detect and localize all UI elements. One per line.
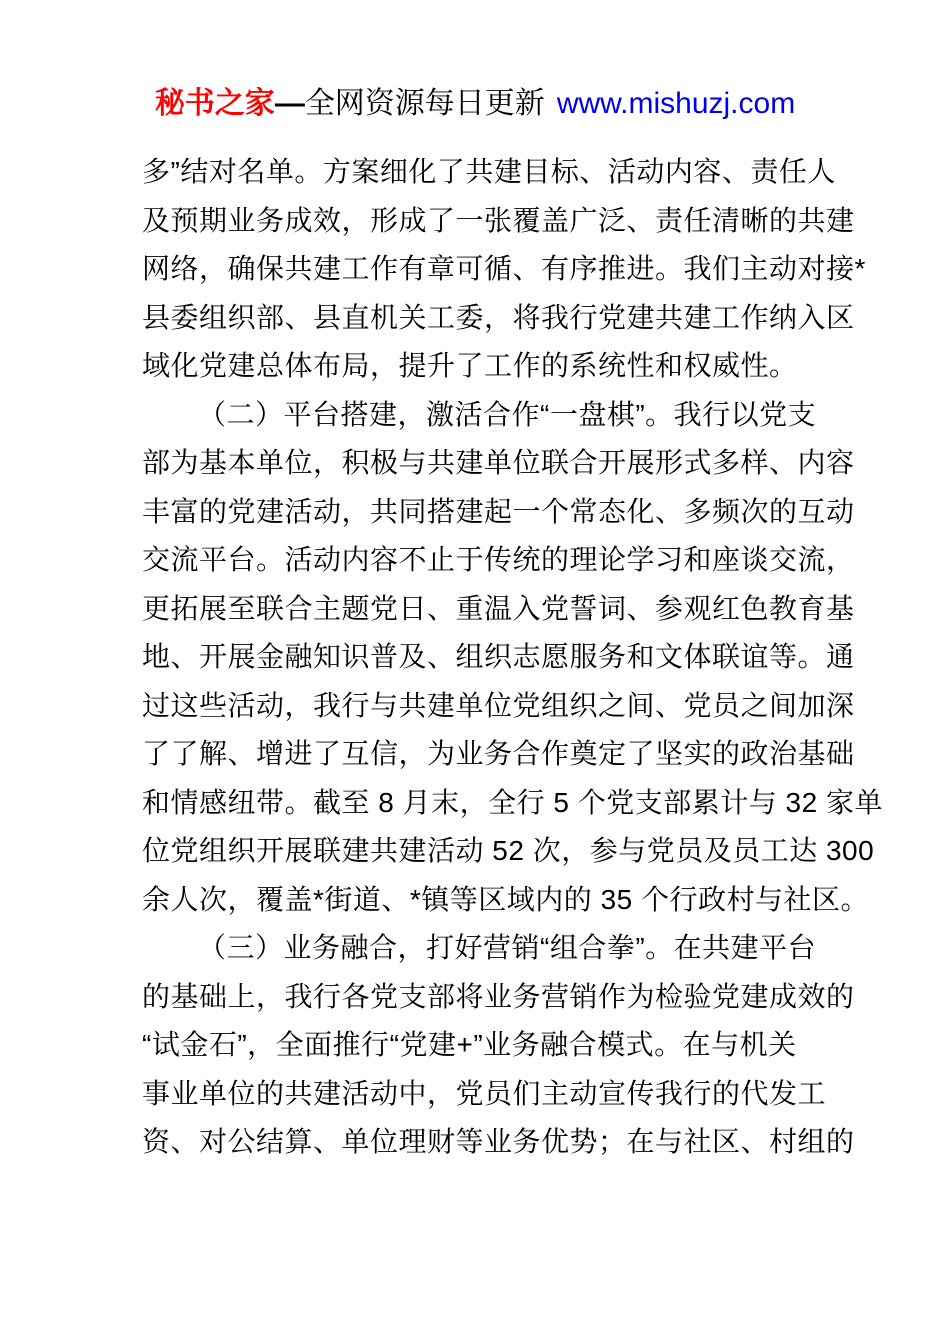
text-line: 交流平台。活动内容不止于传统的理论学习和座谈交流，	[142, 544, 855, 575]
text-line: 部为基本单位，积极与共建单位联合开展形式多样、内容	[142, 447, 855, 478]
text-line: 及预期业务成效，形成了一张覆盖广泛、责任清晰的共建	[142, 204, 855, 236]
paragraph	[142, 148, 866, 391]
text-line: 和情感纽带。截至 8 月末，全行 5 个党支部累计与 32 家单	[142, 786, 883, 818]
paragraph	[142, 391, 883, 925]
document-body	[0, 148, 950, 1167]
text-line: “试金石”，全面推行“党建+”业务融合模式。在与机关	[142, 1029, 797, 1060]
text-line: 余人次，覆盖*街道、*镇等区域内的 35 个行政村与社区。	[142, 883, 869, 915]
text-line: 丰富的党建活动，共同搭建起一个常态化、多频次的互动	[142, 495, 855, 527]
text-line: 域化党建总体布局，提升了工作的系统性和权威性。	[142, 350, 798, 381]
text-line: （三）业务融合，打好营销“组合拳”。在共建平台	[198, 932, 817, 963]
brand-name: 秘书之家	[154, 87, 275, 120]
text-line: 县委组织部、县直机关工委，将我行党建共建工作纳入区	[142, 301, 855, 333]
text-line: 地、开展金融知识普及、组织志愿服务和文体联谊等。通	[142, 641, 855, 672]
text-line: 了了解、增进了互信，为业务合作奠定了坚实的政治基础	[142, 738, 855, 769]
header-dash: —	[274, 87, 305, 120]
text-line: 资、对公结算、单位理财等业务优势；在与社区、村组的	[142, 1126, 855, 1157]
header-tagline: 全网资源每日更新	[304, 87, 545, 120]
paragraph	[142, 924, 855, 1167]
text-line: 过这些活动，我行与共建单位党组织之间、党员之间加深	[142, 689, 855, 721]
text-line: 网络，确保共建工作有章可循、有序推进。我们主动对接*	[142, 253, 866, 284]
text-line: 多”结对名单。方案细化了共建目标、活动内容、责任人	[142, 156, 836, 187]
text-line: （二）平台搭建，激活合作“一盘棋”。我行以党支	[198, 398, 817, 430]
site-header	[0, 0, 950, 124]
site-url-link[interactable]: www.mishuzj.com	[556, 87, 796, 120]
text-line: 位党组织开展联建共建活动 52 次，参与党员及员工达 300	[142, 835, 875, 866]
text-line: 的基础上，我行各党支部将业务营销作为检验党建成效的	[142, 980, 855, 1012]
text-line: 事业单位的共建活动中，党员们主动宣传我行的代发工	[142, 1077, 827, 1109]
text-line: 更拓展至联合主题党日、重温入党誓词、参观红色教育基	[142, 592, 855, 624]
